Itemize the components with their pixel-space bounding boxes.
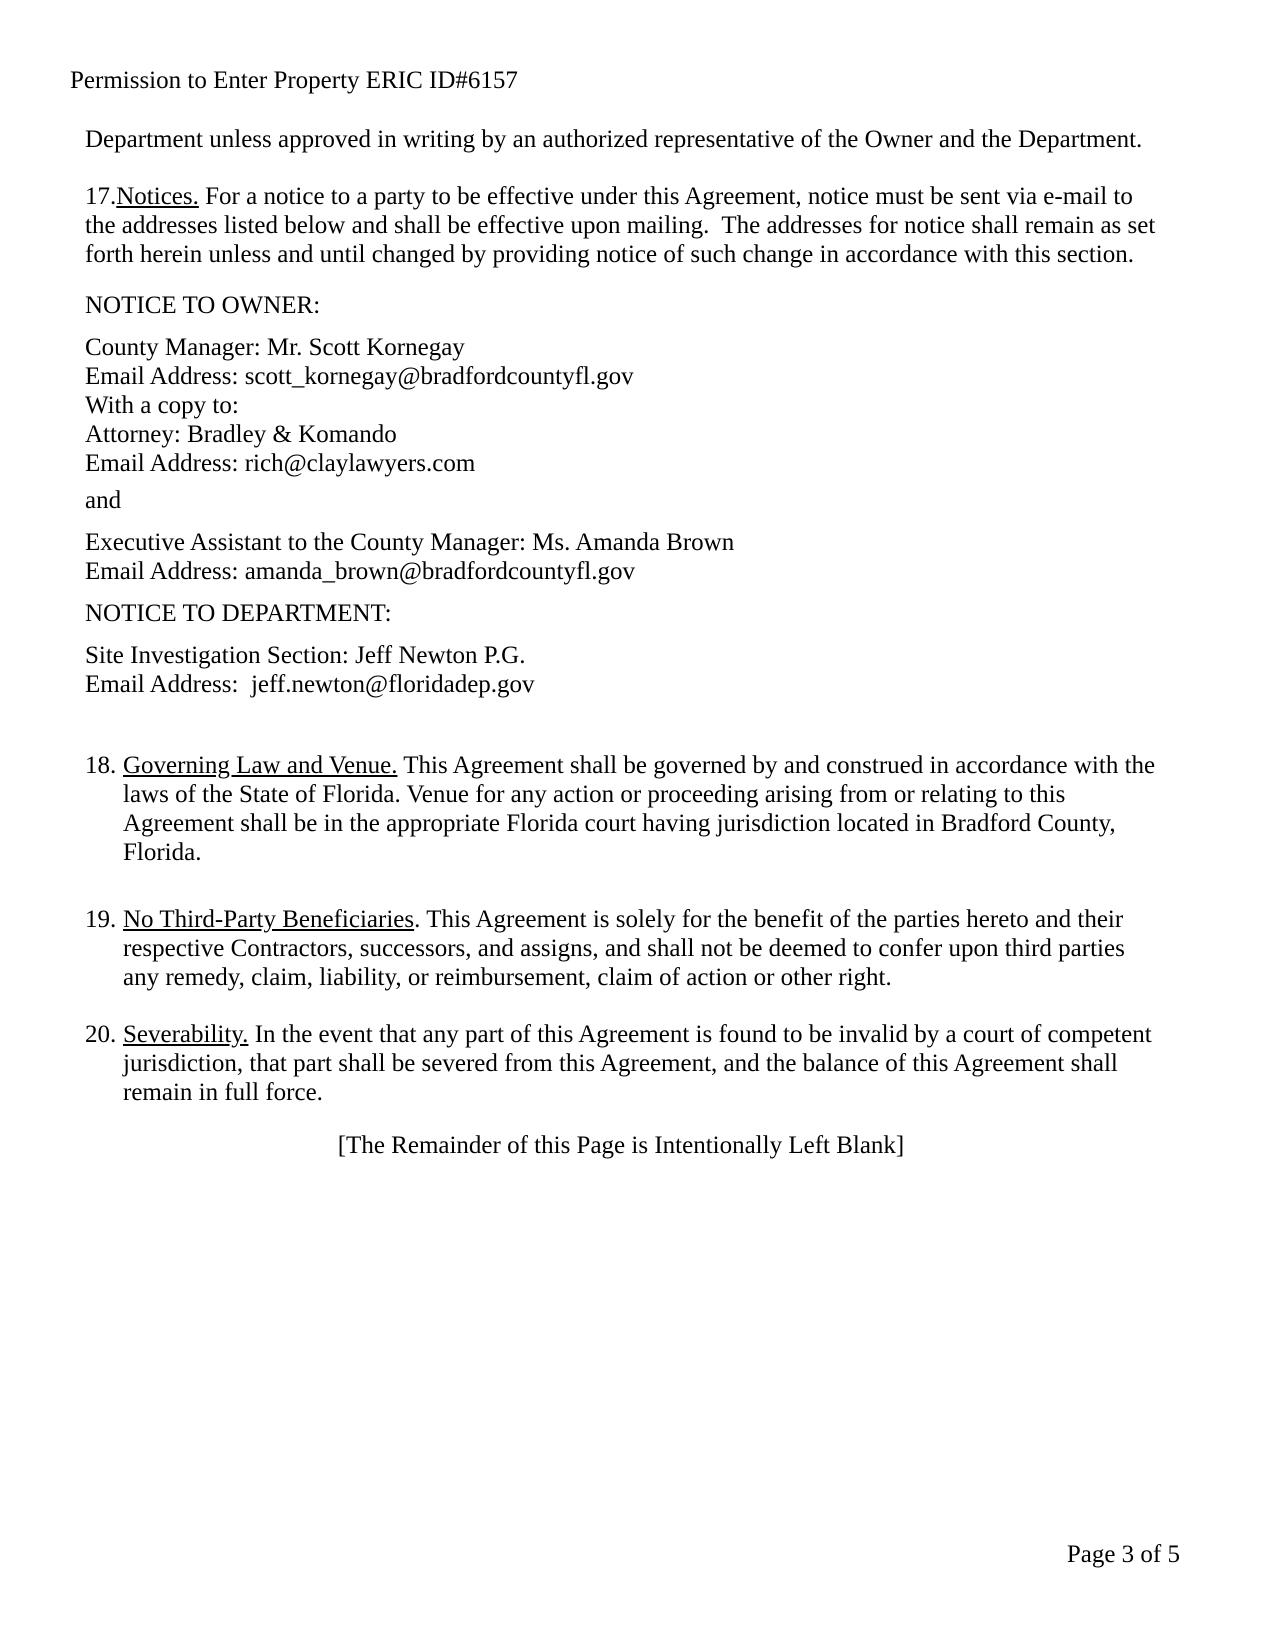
section-17-body: For a notice to a party to be effective under this Agreement, notice must be sent via e-mail to the addresses listed below and shall be effective upon mailing. The addresses for notice shall remain as set forth herein unless and until changed by providing notice of such change in accordance with this section. [85,183,1162,268]
section-20-title: Severability. [123,1021,249,1048]
section-17-title: Notices. [116,183,199,210]
owner-county-manager-line: County Manager: Mr. Scott Kornegay [85,334,465,361]
owner-copy-to-line: With a copy to: [85,392,239,419]
executive-assistant-line: Executive Assistant to the County Manager: Ms. Amanda Brown [85,529,735,556]
section-17-notices [85,182,1162,269]
section-18-title: Governing Law and Venue. [123,752,398,779]
intro-paragraph: Department unless approved in writing by an authorized representative of the Owner and the Department. [85,126,1143,153]
page-number-footer: Page 3 of 5 [1066,1541,1180,1568]
executive-assistant-email-line: Email Address: amanda_brown@bradfordcountyfl.gov [85,558,635,585]
section-19-number: 19. [85,906,117,933]
section-18-number: 18. [85,752,117,779]
owner-email-line: Email Address: scott_kornegay@bradfordcountyfl.gov [85,363,634,390]
section-19-no-third-party [85,905,1157,992]
site-investigation-email-line: Email Address: jeff.newton@floridadep.gov [85,671,535,698]
notice-to-department-heading: NOTICE TO DEPARTMENT: [85,600,392,627]
section-18-governing-law [85,751,1162,867]
section-20-severability [85,1020,1157,1107]
owner-contact-block [85,333,1157,478]
document-header-title: Permission to Enter Property ERIC ID#6157 [70,67,518,94]
site-investigation-line: Site Investigation Section: Jeff Newton P.G. [85,642,526,669]
owner-attorney-line: Attorney: Bradley & Komando [85,421,397,448]
connector-and: and [85,487,122,514]
remainder-left-blank-note: [The Remainder of this Page is Intentionally Left Blank] [337,1132,905,1159]
owner-attorney-email-line: Email Address: rich@claylawyers.com [85,450,476,477]
section-17-number: 17. [85,183,117,210]
section-18-body: This Agreement shall be governed by and construed in accordance with the laws of the State of Florida. Venue for any action or proceeding arising from or relating to this Agreement shall be in the appropriate Florida court having jurisdiction located in Bradford County, Florida. [123,752,1162,866]
section-20-number: 20. [85,1021,117,1048]
section-19-body: This Agreement is solely for the benefit of the parties hereto and their respective Contractors, successors, and assigns, and shall not be deemed to confer upon third parties any remedy, claim, liability, or reimbursement, claim of action or other right. [123,906,1132,991]
section-20-body: In the event that any part of this Agreement is found to be invalid by a court of competent jurisdiction, that part shall be severed from this Agreement, and the balance of this Agreement shall remain in full force. [123,1021,1158,1106]
owner-assistant-block [85,528,1157,586]
section-19-title-suffix: . [414,906,421,933]
department-contact-block [85,641,1157,699]
section-19-title: No Third-Party Beneficiaries [123,906,415,933]
notice-to-owner-heading: NOTICE TO OWNER: [85,292,321,319]
